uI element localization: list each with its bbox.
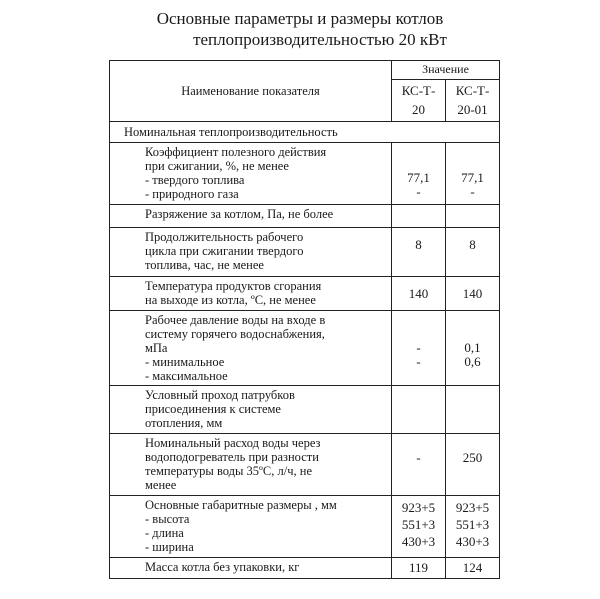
row-value-2: 0,1 0,6 [446,311,500,386]
row-value-2: 8 [446,228,500,277]
row-value-2: 124 [446,558,500,579]
table-row [110,496,500,558]
row-label: Основные габаритные размеры , мм - высота - длина - ширина [110,496,392,558]
row-label: Продолжительность рабочего цикла при сжигании твердого топлива, час, не менее [110,228,392,277]
header-col-kst20-01: КС-Т- 20-01 [446,79,500,121]
row-value-1: 8 [392,228,446,277]
row-value-1: 140 [392,277,446,311]
row-value-1: 923+5 551+3 430+3 [392,496,446,558]
title-line-2: теплопроизводительностью 20 кВт [193,30,447,49]
row-value-2: 923+5 551+3 430+3 [446,496,500,558]
row-label: Номинальный расход воды через водоподогреватель при разности температуры воды 35ºС, л/ч, не менее [110,434,392,496]
row-label: Коэффициент полезного действия при сжигании, %, не менее - твердого топлива - природного газа [110,143,392,205]
row-value-1 [392,205,446,228]
table-row [110,386,500,434]
header-value: Значение [392,61,500,80]
row-value-2: 140 [446,277,500,311]
parameters-table [109,60,500,579]
table-row [110,311,500,386]
row-label: Температура продуктов сгорания на выходе из котла, ºС, не менее [110,277,392,311]
row-value-1: - - [392,311,446,386]
title-line-1: Основные параметры и размеры котлов [156,9,444,28]
row-value-1: - [392,434,446,496]
table-row [110,277,500,311]
table-row [110,205,500,228]
header-col-kst20: КС-Т- 20 [392,79,446,121]
row-label: Рабочее давление воды на входе в систему горячего водоснабжения, мПа - минимальное - максимальное [110,311,392,386]
header-name: Наименование показателя [110,61,392,122]
document-title [0,8,600,50]
row-label: Масса котла без упаковки, кг [110,558,392,579]
table-row [110,143,500,205]
row-value-2: 250 [446,434,500,496]
table-row [110,228,500,277]
row-label: Условный проход патрубков присоединения к системе отопления, мм [110,386,392,434]
section-heading: Номинальная теплопроизводительность [110,122,500,143]
row-value-1: 119 [392,558,446,579]
row-label: Разряжение за котлом, Па, не более [110,205,392,228]
row-value-2 [446,386,500,434]
row-value-1 [392,386,446,434]
row-value-1: 77,1 - [392,143,446,205]
table-row [110,558,500,579]
table-row [110,434,500,496]
row-value-2 [446,205,500,228]
row-value-2: 77,1 - [446,143,500,205]
